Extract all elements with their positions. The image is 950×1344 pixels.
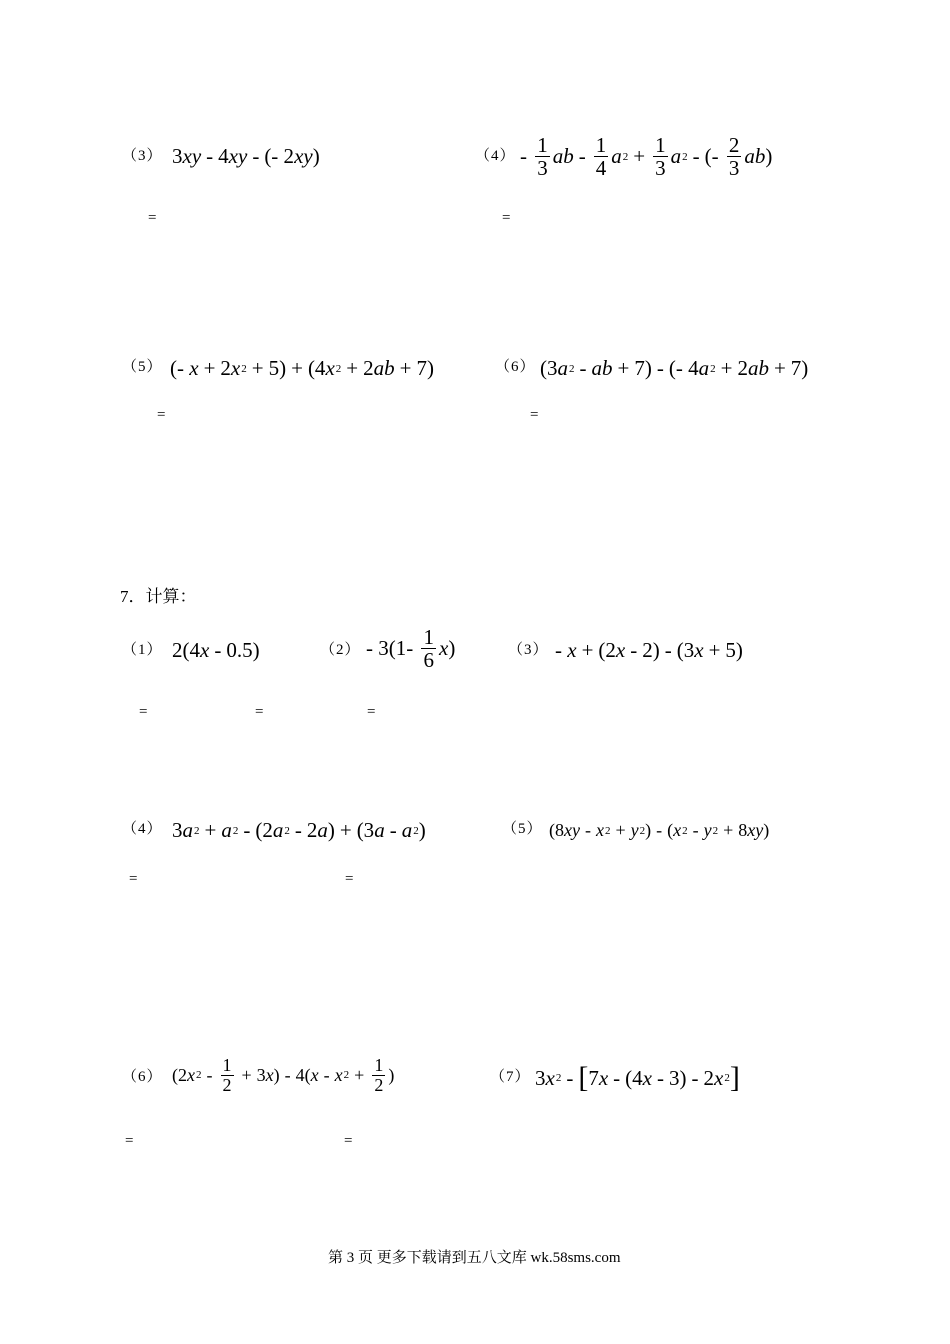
- s7-problem-6-expression: (2 x 2 - $\frac{1}{2}$ + 3 x ) - 4( x - x 2 + $\frac{1}{2}$ ): [172, 1055, 395, 1095]
- problem-5-expression: (- x + 2 x 2 + 5) + (4 x 2 + 2 ab + 7): [170, 356, 434, 380]
- problem-5-label: （5）: [122, 359, 163, 375]
- problem-5-equals: =: [157, 407, 166, 423]
- s7-problem-1-equals: =: [139, 704, 148, 720]
- s7-problem-3-expression: - x + (2 x - 2) - (3 x + 5): [555, 638, 743, 662]
- s7-problem-5-equals: =: [345, 871, 354, 887]
- problem-3-equals: =: [148, 210, 157, 226]
- s7-problem-4-equals: =: [129, 871, 138, 887]
- s7-problem-6-equals: =: [125, 1133, 134, 1149]
- s7-problem-7-expression: 3 x 2 - [ 7 x - (4 x - 3) - 2 x 2 ]: [535, 1061, 740, 1094]
- s7-problem-4-expression: 3 a 2 + a 2 - (2 a 2 - 2 a ) + (3 a - a 2 ): [172, 818, 426, 842]
- s7-problem-6-label: （6）: [122, 1069, 163, 1085]
- problem-6-label: （6）: [495, 359, 536, 375]
- s7-problem-2-label: （2）: [320, 642, 361, 658]
- problem-4-expression: - $\frac{1}{3}$ ab - $\frac{1}{4}$ a 2 + $\frac{1}{3}$ a 2 - (- $\frac{2}{3}$ ab ): [520, 133, 773, 181]
- s7-problem-4-label: （4）: [122, 821, 163, 837]
- problem-3-label: （3）: [122, 148, 163, 164]
- s7-problem-2-equals: =: [255, 704, 264, 720]
- s7-problem-5-label: （5）: [502, 821, 543, 837]
- problem-4-label: （4）: [475, 148, 516, 164]
- s7-problem-5-expression: (8 xy - x 2 + y 2 ) - ( x 2 - y 2 + 8 xy ): [549, 820, 770, 840]
- s7-problem-7-equals: =: [344, 1133, 353, 1149]
- s7-problem-3-equals: =: [367, 704, 376, 720]
- problem-3-expression: 3 xy - 4 xy - (- 2 xy ): [172, 144, 320, 168]
- s7-problem-7-label: （7）: [490, 1069, 531, 1085]
- s7-problem-1-label: （1）: [122, 642, 163, 658]
- problem-6-equals: =: [530, 407, 539, 423]
- s7-problem-3-label: （3）: [508, 642, 549, 658]
- page-footer: 第 3 页 更多下载请到五八文库 wk.58sms.com: [328, 1250, 621, 1266]
- problem-4-equals: =: [502, 210, 511, 226]
- s7-problem-1-expression: 2(4 x - 0.5): [172, 638, 260, 662]
- section-7-heading: 7．计算：: [120, 587, 197, 606]
- problem-6-expression: (3 a 2 - ab + 7) - (- 4 a 2 + 2 ab + 7): [540, 356, 809, 380]
- s7-problem-2-expression: - 3(1- $\frac{1}{6}$ x ): [366, 625, 456, 673]
